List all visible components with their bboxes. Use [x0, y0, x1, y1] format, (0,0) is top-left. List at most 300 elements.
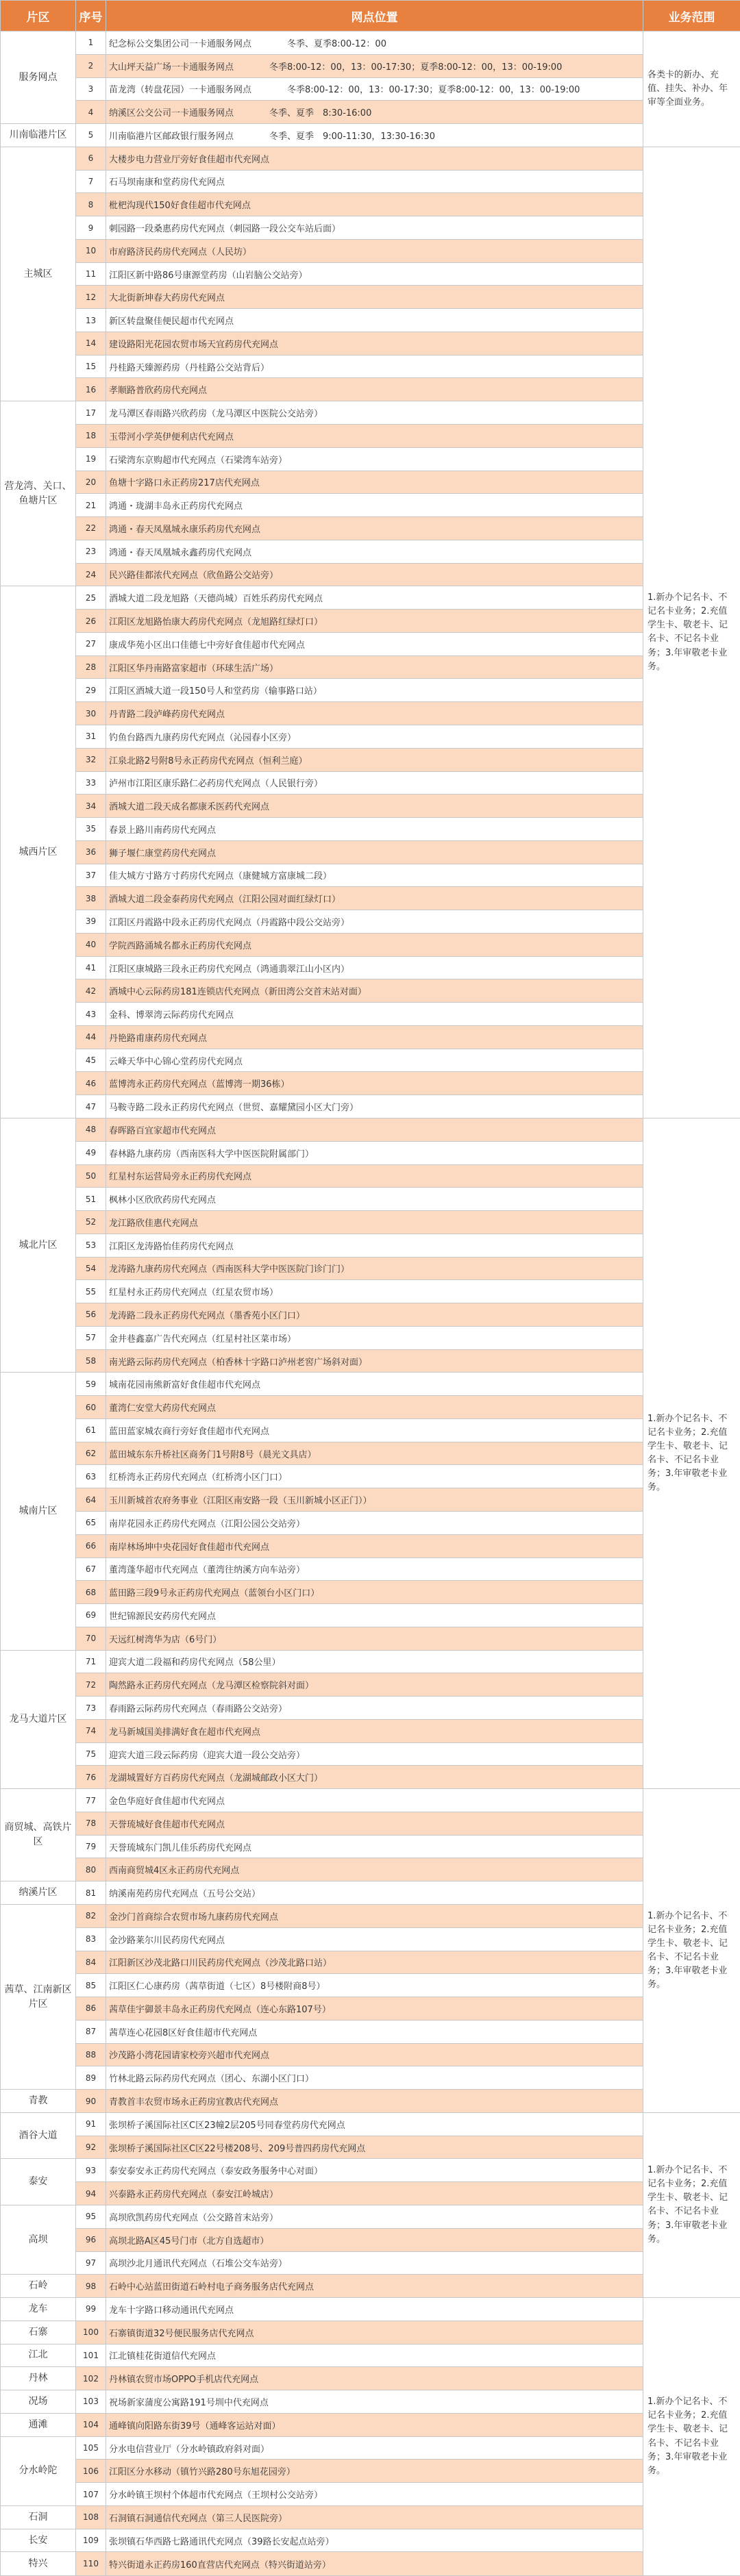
- table-row: [1, 286, 740, 309]
- row-index: 109: [76, 2529, 106, 2552]
- row-index: 55: [76, 1280, 106, 1303]
- location-cell: 通峰镇向阳路东街39号（通峰客运站对面）: [106, 2413, 643, 2436]
- row-index: 82: [76, 1905, 106, 1928]
- location-cell: 红桥湾永正药房代充网点（红桥湾小区门口）: [106, 1465, 643, 1488]
- table-row: [1, 632, 740, 655]
- location-cell: 分水电信营业厅（分水岭镇政府斜对面）: [106, 2436, 643, 2460]
- row-index: 101: [76, 2344, 106, 2367]
- table-row: [1, 1488, 740, 1512]
- table-row: [1, 332, 740, 355]
- location-cell: 鸿通・春天凤凰城永鑫药房代充网点: [106, 540, 643, 563]
- location-cell: 马鞍寺路二段永正药房代充网点（世贸、嘉耀黛园小区大门旁）: [106, 1095, 643, 1118]
- location-cell: 丹林镇农贸市场OPPO手机店代充网点: [106, 2367, 643, 2390]
- row-index: 60: [76, 1396, 106, 1419]
- table-row: [1, 309, 740, 332]
- location-cell: 世纪锦源民安药房代充网点: [106, 1604, 643, 1627]
- row-index: 110: [76, 2552, 106, 2576]
- row-index: 3: [76, 77, 106, 101]
- table-row: [1, 2390, 740, 2414]
- table-row: [1, 517, 740, 540]
- district-cell: 城西片区: [1, 586, 76, 1118]
- location-cell: 苗龙湾（转盘花园）一卡通服务网点 冬季8:00-12：00，13：00-17:30；夏季8:00-12：00，13：00-19:00: [106, 77, 643, 101]
- table-row: [1, 2066, 740, 2090]
- location-cell: 丹艳路甫康药房代充网点: [106, 1025, 643, 1049]
- location-cell: 祝场新家蒲度公寓路191号圳中代充网点: [106, 2390, 643, 2414]
- row-index: 25: [76, 586, 106, 610]
- row-index: 52: [76, 1211, 106, 1234]
- row-index: 51: [76, 1188, 106, 1211]
- table-row: [1, 818, 740, 841]
- row-index: 28: [76, 655, 106, 679]
- row-index: 26: [76, 610, 106, 633]
- row-index: 58: [76, 1349, 106, 1373]
- row-index: 70: [76, 1627, 106, 1650]
- location-cell: 江阳区华丹南路富家超市（环球生活广场）: [106, 655, 643, 679]
- row-index: 38: [76, 887, 106, 910]
- table-row: [1, 1164, 740, 1188]
- table-row: [1, 1997, 740, 2021]
- row-index: 69: [76, 1604, 106, 1627]
- table-row: [1, 147, 740, 170]
- row-index: 5: [76, 124, 106, 147]
- row-index: 62: [76, 1442, 106, 1465]
- location-cell: 金色华庭好食佳超市代充网点: [106, 1789, 643, 1812]
- row-index: 14: [76, 332, 106, 355]
- row-index: 34: [76, 795, 106, 818]
- table-row: [1, 933, 740, 956]
- location-cell: 沙茂路小湾花园请家校旁兴超市代充网点: [106, 2043, 643, 2066]
- row-index: 29: [76, 679, 106, 702]
- row-index: 7: [76, 170, 106, 193]
- district-cell: 龙车: [1, 2298, 76, 2321]
- location-cell: 孝顺路普欣药房代充网点: [106, 378, 643, 401]
- location-cell: 江阳区分水移动（镇竹兴路280号东旭花园旁）: [106, 2460, 643, 2483]
- table-row: [1, 1974, 740, 1997]
- row-index: 103: [76, 2390, 106, 2414]
- table-row: [1, 216, 740, 240]
- row-index: 42: [76, 979, 106, 1003]
- location-cell: 天誉琉城好食佳超市代充网点: [106, 1812, 643, 1835]
- row-index: 2: [76, 54, 106, 77]
- location-cell: 石梁湾东京购超市代充网点（石梁湾车站旁）: [106, 447, 643, 471]
- district-cell: 江北: [1, 2344, 76, 2367]
- location-cell: 佳大城方寸路方寸药房代充网点（康健城方富康城二段）: [106, 864, 643, 887]
- location-cell: 石岭中心站蓝田街道石岭村电子商务服务店代充网点: [106, 2275, 643, 2298]
- location-cell: 城南花园南熊新富好食佳超市代充网点: [106, 1373, 643, 1396]
- table-row: [1, 2136, 740, 2159]
- table-row: [1, 910, 740, 934]
- row-index: 40: [76, 933, 106, 956]
- table-row: [1, 2020, 740, 2043]
- table-row: [1, 447, 740, 471]
- table-row: [1, 586, 740, 610]
- table-row: [1, 1881, 740, 1905]
- row-index: 73: [76, 1697, 106, 1720]
- table-row: [1, 170, 740, 193]
- row-index: 100: [76, 2321, 106, 2344]
- location-cell: 春晖路百宜家超市代充网点: [106, 1118, 643, 1141]
- row-index: 30: [76, 702, 106, 725]
- location-cell: 康成华苑小区出口佳德七中旁好食佳超市代充网点: [106, 632, 643, 655]
- table-row: [1, 1396, 740, 1419]
- location-cell: 董湾蓬华超市代充网点（董湾往纳溪方向车站旁）: [106, 1558, 643, 1581]
- row-index: 96: [76, 2228, 106, 2251]
- location-cell: 丹青路二段泸峰药房代充网点: [106, 702, 643, 725]
- table-row: [1, 2460, 740, 2483]
- location-cell: 蓝博湾永正药房代充网点（蓝博湾一期36栋）: [106, 1072, 643, 1095]
- table-row: [1, 655, 740, 679]
- location-cell: 高坝欣凯药房代充网点（公交路首末站旁）: [106, 2205, 643, 2228]
- row-index: 12: [76, 286, 106, 309]
- location-cell: 张坝桥子溪国际社区C区23幢2层205号同春堂药房代充网点: [106, 2112, 643, 2136]
- location-cell: 泸州市江阳区康乐路仁必药房代充网点（人民银行旁）: [106, 771, 643, 795]
- row-index: 37: [76, 864, 106, 887]
- location-cell: 大山坪天益广场一卡通服务网点 冬季8:00-12：00，13：00-17:30；夏季8:00-12：00，13：00-19:00: [106, 54, 643, 77]
- row-index: 48: [76, 1118, 106, 1141]
- row-index: 49: [76, 1141, 106, 1164]
- district-cell: 纳溪片区: [1, 1881, 76, 1905]
- table-row: [1, 771, 740, 795]
- location-cell: 茜草连心花园8区好食佳超市代充网点: [106, 2020, 643, 2043]
- location-cell: 龙车十字路口移动通讯代充网点: [106, 2298, 643, 2321]
- location-cell: 鱼塘十字路口永正药房217店代充网点: [106, 471, 643, 494]
- table-row: [1, 1673, 740, 1697]
- table-row: [1, 1905, 740, 1928]
- row-index: 97: [76, 2251, 106, 2275]
- table-row: [1, 1766, 740, 1789]
- location-cell: 石马坝南康和堂药房代充网点: [106, 170, 643, 193]
- location-cell: 龙马潭区春雨路兴欣药房（龙马潭区中医院公交站旁）: [106, 401, 643, 425]
- table-row: [1, 262, 740, 286]
- table-row: [1, 1141, 740, 1164]
- location-cell: 高坝北路A区45号门市（北方自选超市）: [106, 2228, 643, 2251]
- service-scope-cell: 1.新办个记名卡、不记名卡业务；2.充值学生卡、敬老卡、记名卡、不记名卡业务；3.年审敬老卡业务。: [643, 1118, 740, 1788]
- row-index: 64: [76, 1488, 106, 1512]
- row-index: 106: [76, 2460, 106, 2483]
- row-index: 88: [76, 2043, 106, 2066]
- row-index: 17: [76, 401, 106, 425]
- table-row: [1, 124, 740, 147]
- row-index: 41: [76, 956, 106, 979]
- service-scope-cell: 1.新办个记名卡、不记名卡业务；2.充值学生卡、敬老卡、记名卡、不记名卡业务；3.年审敬老卡业务。: [643, 1789, 740, 2113]
- location-cell: 龙马新城国美排满好食在超市代充网点: [106, 1719, 643, 1742]
- row-index: 86: [76, 1997, 106, 2021]
- location-cell: 春景上路川南药房代充网点: [106, 818, 643, 841]
- table-row: [1, 2552, 740, 2576]
- header-index: 序号: [76, 1, 106, 32]
- table-row: [1, 1534, 740, 1558]
- row-index: 27: [76, 632, 106, 655]
- table-row: [1, 1742, 740, 1766]
- table-row: [1, 1812, 740, 1835]
- location-cell: 酒城大道二段龙旭路（天德尚城）百姓乐药房代充网点: [106, 586, 643, 610]
- table-row: [1, 1072, 740, 1095]
- location-cell: 西南商贸城4区永正药房代充网点: [106, 1858, 643, 1881]
- row-index: 92: [76, 2136, 106, 2159]
- row-index: 104: [76, 2413, 106, 2436]
- table-row: [1, 1927, 740, 1951]
- table-row: [1, 1257, 740, 1280]
- row-index: 81: [76, 1881, 106, 1905]
- district-cell: 石洞: [1, 2505, 76, 2529]
- row-index: 83: [76, 1927, 106, 1951]
- district-cell: 服务网点: [1, 32, 76, 124]
- table-row: [1, 702, 740, 725]
- location-cell: 市府路济民药房代充网点（人民坊）: [106, 239, 643, 262]
- row-index: 4: [76, 101, 106, 124]
- location-cell: 红星村永正药房代充网点（红星农贸市场）: [106, 1280, 643, 1303]
- location-cell: 龙江路欣佳惠代充网点: [106, 1211, 643, 1234]
- row-index: 79: [76, 1835, 106, 1858]
- location-cell: 红星村东运营局旁永正药房代充网点: [106, 1164, 643, 1188]
- table-row: [1, 2367, 740, 2390]
- table-row: [1, 1303, 740, 1327]
- district-cell: 商贸城、高铁片区: [1, 1789, 76, 1881]
- location-cell: 龙湖城置好方百药房代充网点（龙湖城邮政小区大门）: [106, 1766, 643, 1789]
- table-row: [1, 1719, 740, 1742]
- row-index: 107: [76, 2483, 106, 2506]
- location-cell: 兴泰路永正药房代充网点（泰安江岭城店）: [106, 2182, 643, 2205]
- row-index: 53: [76, 1234, 106, 1257]
- table-row: [1, 2298, 740, 2321]
- table-row: [1, 979, 740, 1003]
- row-index: 105: [76, 2436, 106, 2460]
- location-cell: 江阳区酒城大道一段150号人和堂药房（输事路口站）: [106, 679, 643, 702]
- row-index: 13: [76, 309, 106, 332]
- row-index: 18: [76, 425, 106, 448]
- location-cell: 高坝沙北月通讯代充网点（石堆公交车站旁）: [106, 2251, 643, 2275]
- location-cell: 江北镇桂花街道信代充网点: [106, 2344, 643, 2367]
- row-index: 78: [76, 1812, 106, 1835]
- table-row: [1, 2159, 740, 2182]
- location-cell: 鸿通・珑湖丰岛永正药房代充网点: [106, 494, 643, 517]
- location-cell: 金沙路莱尔川民药房代充网点: [106, 1927, 643, 1951]
- row-index: 23: [76, 540, 106, 563]
- service-scope-cell: 各类卡的新办、充值、挂失、补办、年审等全面业务。: [643, 32, 740, 147]
- row-index: 10: [76, 239, 106, 262]
- location-cell: 天誉琉城东门凯儿佳乐药房代充网点: [106, 1835, 643, 1858]
- row-index: 31: [76, 725, 106, 748]
- district-cell: 酒谷大道: [1, 2112, 76, 2159]
- table-row: [1, 1418, 740, 1442]
- row-index: 19: [76, 447, 106, 471]
- table-row: [1, 425, 740, 448]
- table-row: [1, 32, 740, 55]
- table-row: [1, 54, 740, 77]
- table-row: [1, 887, 740, 910]
- location-cell: 大楼步电力营业厅旁好食佳超市代充网点: [106, 147, 643, 170]
- location-cell: 蓝田路三段9号永正药房代充网点（蓝领台小区门口）: [106, 1581, 643, 1604]
- row-index: 102: [76, 2367, 106, 2390]
- district-cell: 长安: [1, 2529, 76, 2552]
- location-cell: 泰安泰安永正药房代充网点（泰安政务服务中心对面）: [106, 2159, 643, 2182]
- district-cell: 龙马大道片区: [1, 1650, 76, 1789]
- location-cell: 玉川新城首农府务事业（江阳区南安路一段（玉川新城小区正门））: [106, 1488, 643, 1512]
- location-cell: 学院西路涌城名都永正药房代充网点: [106, 933, 643, 956]
- row-index: 91: [76, 2112, 106, 2136]
- location-cell: 张坝镇石华西路七路通讯代充网点（39路长安起点站旁）: [106, 2529, 643, 2552]
- row-index: 21: [76, 494, 106, 517]
- table-row: [1, 2505, 740, 2529]
- location-cell: 新区转盘聚佳便民超市代充网点: [106, 309, 643, 332]
- row-index: 57: [76, 1326, 106, 1349]
- row-index: 68: [76, 1581, 106, 1604]
- table-row: [1, 956, 740, 979]
- table-row: [1, 101, 740, 124]
- location-cell: 江阳新区沙茂北路口川民药房代充网点（沙茂北路口站）: [106, 1951, 643, 1974]
- table-row: [1, 1118, 740, 1141]
- location-cell: 迎宾大道三段云际药房（迎宾大道一段公交站旁）: [106, 1742, 643, 1766]
- location-cell: 枇杷沟现代150好食佳超市代充网点: [106, 193, 643, 216]
- table-row: [1, 1095, 740, 1118]
- table-row: [1, 1211, 740, 1234]
- row-index: 36: [76, 840, 106, 864]
- district-cell: 高坝: [1, 2205, 76, 2274]
- table-row: [1, 2112, 740, 2136]
- location-cell: 川南临港片区邮政银行服务网点 冬季、夏季 9:00-11:30，13:30-16:30: [106, 124, 643, 147]
- location-cell: 鸿通・春天凤凰城永康乐药房代充网点: [106, 517, 643, 540]
- location-cell: 丹桂路天臻源药房（丹桂路公交站背后）: [106, 355, 643, 378]
- table-row: [1, 1465, 740, 1488]
- row-index: 47: [76, 1095, 106, 1118]
- row-index: 50: [76, 1164, 106, 1188]
- table-row: [1, 1373, 740, 1396]
- district-cell: 茜草、江南新区片区: [1, 1905, 76, 2090]
- location-cell: 南岸林场坤中央花园好食佳超市代充网点: [106, 1534, 643, 1558]
- location-cell: 龙涛路九康药房代充网点（西南医科大学中医医院门诊门门）: [106, 1257, 643, 1280]
- table-row: [1, 239, 740, 262]
- row-index: 1: [76, 32, 106, 55]
- row-index: 35: [76, 818, 106, 841]
- row-index: 8: [76, 193, 106, 216]
- district-cell: 营龙湾、关口、鱼塘片区: [1, 401, 76, 586]
- table-row: [1, 2275, 740, 2298]
- table-row: [1, 471, 740, 494]
- row-index: 84: [76, 1951, 106, 1974]
- row-index: 65: [76, 1512, 106, 1535]
- row-index: 85: [76, 1974, 106, 1997]
- row-index: 6: [76, 147, 106, 170]
- location-cell: 金沙门首商综合农贸市场九康药房代充网点: [106, 1905, 643, 1928]
- row-index: 93: [76, 2159, 106, 2182]
- table-row: [1, 2205, 740, 2228]
- row-index: 74: [76, 1719, 106, 1742]
- location-cell: 云峰天华中心锦心堂药房代充网点: [106, 1049, 643, 1072]
- table-row: [1, 378, 740, 401]
- location-cell: 纳溪区公交公司一卡通服务网点 冬季、夏季 8:30-16:00: [106, 101, 643, 124]
- location-cell: 金科、博翠湾云际药房代充网点: [106, 1003, 643, 1026]
- location-cell: 金井巷鑫嘉广告代充网点（红星村社区菜市场）: [106, 1326, 643, 1349]
- row-index: 43: [76, 1003, 106, 1026]
- location-cell: 刺园路一段桑惠药房代充网点（刺园路一段公交车站后面）: [106, 216, 643, 240]
- table-row: [1, 2251, 740, 2275]
- location-cell: 春雨路云际药房代充网点（春雨路公交站旁）: [106, 1697, 643, 1720]
- row-index: 77: [76, 1789, 106, 1812]
- table-row: [1, 77, 740, 101]
- row-index: 75: [76, 1742, 106, 1766]
- table-row: [1, 2436, 740, 2460]
- location-cell: 特兴街道永正药房160直营店代充网点（特兴街道站旁）: [106, 2552, 643, 2576]
- location-cell: 南光路云际药房代充网点（柏香林十字路口泸州老窖广场斜对面）: [106, 1349, 643, 1373]
- table-row: [1, 2228, 740, 2251]
- table-row: [1, 2043, 740, 2066]
- location-cell: 石寨镇街道32号便民服务店代充网点: [106, 2321, 643, 2344]
- location-cell: 江阳区龙涛路怡佳药房代充网点: [106, 1234, 643, 1257]
- district-cell: 通滩: [1, 2413, 76, 2436]
- row-index: 108: [76, 2505, 106, 2529]
- location-cell: 纳溪南苑药房代充网点（五号公交站）: [106, 1881, 643, 1905]
- row-index: 11: [76, 262, 106, 286]
- location-cell: 民兴路佳都浓代充网点（欣鱼路公交站旁）: [106, 563, 643, 586]
- location-cell: 南岸花园永正药房代充网点（江阳公园公交站旁）: [106, 1512, 643, 1535]
- district-cell: 城北片区: [1, 1118, 76, 1372]
- table-body: [1, 32, 740, 2576]
- row-index: 56: [76, 1303, 106, 1327]
- table-row: [1, 540, 740, 563]
- location-cell: 江泉北路2号附8号永正药房代充网点（恒利兰庭）: [106, 748, 643, 771]
- table-row: [1, 795, 740, 818]
- location-cell: 茜草佳宇御景丰岛永正药房代充网点（连心东路107号）: [106, 1997, 643, 2021]
- location-cell: 陶然路永正药房代充网点（龙马潭区检察院斜对面）: [106, 1673, 643, 1697]
- table-row: [1, 1188, 740, 1211]
- row-index: 44: [76, 1025, 106, 1049]
- table-row: [1, 355, 740, 378]
- row-index: 98: [76, 2275, 106, 2298]
- table-row: [1, 1558, 740, 1581]
- table-row: [1, 1604, 740, 1627]
- location-cell: 江阳区丹霞路中段永正药房代充网点（丹霞路中段公交站旁）: [106, 910, 643, 934]
- table-row: [1, 2344, 740, 2367]
- row-index: 39: [76, 910, 106, 934]
- location-cell: 建设路阳光花园农贸市场天宜药房代充网点: [106, 332, 643, 355]
- table-row: [1, 1234, 740, 1257]
- header-district: 片区: [1, 1, 76, 32]
- table-row: [1, 725, 740, 748]
- district-cell: 特兴: [1, 2552, 76, 2576]
- table-row: [1, 1650, 740, 1673]
- district-cell: 青教: [1, 2090, 76, 2113]
- table-row: [1, 864, 740, 887]
- location-cell: 蓝田城东东升桥社区商务门1号附8号（晨光文具店）: [106, 1442, 643, 1465]
- location-cell: 钓鱼台路西九康药房代充网点（沁园春小区旁）: [106, 725, 643, 748]
- district-cell: 石岭: [1, 2275, 76, 2298]
- row-index: 90: [76, 2090, 106, 2113]
- row-index: 63: [76, 1465, 106, 1488]
- table-row: [1, 1442, 740, 1465]
- district-cell: 城南片区: [1, 1373, 76, 1650]
- table-row: [1, 1581, 740, 1604]
- row-index: 15: [76, 355, 106, 378]
- row-index: 54: [76, 1257, 106, 1280]
- location-cell: 酒城大道二段天成名都康禾医药代充网点: [106, 795, 643, 818]
- row-index: 9: [76, 216, 106, 240]
- row-index: 59: [76, 1373, 106, 1396]
- location-cell: 江阳区仁心康药房（茜草街道（七区）8号楼附商8号）: [106, 1974, 643, 1997]
- table-row: [1, 1627, 740, 1650]
- row-index: 87: [76, 2020, 106, 2043]
- row-index: 76: [76, 1766, 106, 1789]
- location-cell: 竹林北路云际药房代充网点（团心、东湖小区门口）: [106, 2066, 643, 2090]
- table-row: [1, 2413, 740, 2436]
- location-cell: 青教首丰农贸市场永正药房宜教店代充网点: [106, 2090, 643, 2113]
- location-cell: 张坝桥子溪国际社区C区22号楼208号、209号普四药房代充网点: [106, 2136, 643, 2159]
- location-cell: 蓝田蓝家城农商行旁好食佳超市代充网点: [106, 1418, 643, 1442]
- table-row: [1, 1858, 740, 1881]
- table-row: [1, 2090, 740, 2113]
- location-cell: 分水岭镇王坝村个体超市代充网点（王坝村公交站旁）: [106, 2483, 643, 2506]
- row-index: 71: [76, 1650, 106, 1673]
- location-cell: 纪念标公交集团公司一卡通服务网点 冬季、夏季8:00-12：00: [106, 32, 643, 55]
